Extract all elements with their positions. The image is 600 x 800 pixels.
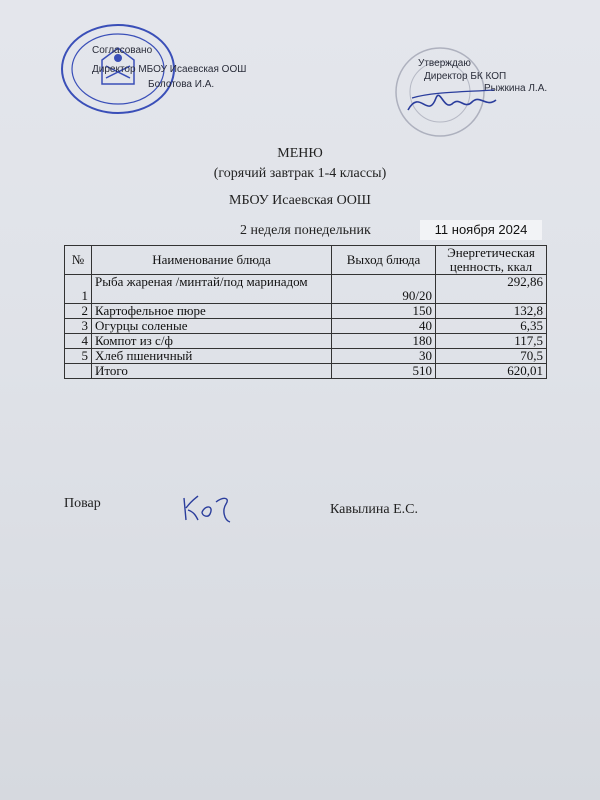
row-output: 180: [332, 334, 436, 349]
row-energy: 117,5: [436, 334, 547, 349]
table-row: [65, 334, 547, 349]
table-row: [65, 319, 547, 334]
menu-subtitle: (горячий завтрак 1-4 классы): [213, 166, 387, 181]
total-output: 510: [332, 364, 436, 379]
row-name: Картофельное пюре: [92, 304, 332, 319]
approval-left-line3: Болотова И.А.: [148, 79, 215, 90]
total-label: Итого: [92, 364, 332, 379]
row-energy: 70,5: [436, 349, 547, 364]
header-energy: [436, 246, 547, 275]
header-name: Наименование блюда: [92, 246, 332, 275]
table-total-row: [65, 364, 547, 379]
row-energy: 292,86: [436, 275, 547, 304]
row-name: Огурцы соленые: [92, 319, 332, 334]
cook-name: Кавылина Е.С.: [330, 502, 418, 517]
row-name: Хлеб пшеничный: [92, 349, 332, 364]
row-output: 40: [332, 319, 436, 334]
row-num: 4: [65, 334, 92, 349]
row-num: 5: [65, 349, 92, 364]
menu-table: [64, 245, 547, 379]
row-output: 150: [332, 304, 436, 319]
header-output: Выход блюда: [332, 246, 436, 275]
row-output: 30: [332, 349, 436, 364]
table-header-row: [65, 246, 547, 275]
approval-left-line2: Директор МБОУ Исаевская ООШ: [92, 64, 247, 75]
approval-right-line1: Утверждаю: [418, 58, 471, 69]
menu-title: МЕНЮ: [277, 146, 323, 161]
row-num: 1: [65, 275, 92, 304]
table-row: [65, 349, 547, 364]
approval-right-line3: Рыжкина Л.А.: [484, 83, 548, 94]
approval-left-line1: Согласовано: [92, 45, 153, 56]
table-row: [65, 275, 547, 304]
week-day: 2 неделя понедельник: [240, 223, 371, 238]
row-output: 90/20: [332, 275, 436, 304]
table-row: [65, 304, 547, 319]
row-num: 3: [65, 319, 92, 334]
row-energy: 132,8: [436, 304, 547, 319]
cook-role: Повар: [64, 496, 101, 511]
menu-date: 11 ноября 2024: [420, 220, 542, 240]
header-energy-line2: ценность, ккал: [449, 259, 533, 274]
row-name: Рыба жареная /минтай/под маринадом: [92, 275, 332, 304]
cook-signature: [180, 490, 240, 526]
header-energy-line1: Энергетическая: [447, 245, 535, 260]
header-num: №: [65, 246, 92, 275]
approval-right-line2: Директор БК КОП: [424, 71, 507, 82]
row-num: 2: [65, 304, 92, 319]
total-num-cell: [65, 364, 92, 379]
total-energy: 620,01: [436, 364, 547, 379]
row-energy: 6,35: [436, 319, 547, 334]
school-name: МБОУ Исаевская ООШ: [229, 193, 371, 208]
director-signature: [402, 80, 502, 125]
row-name: Компот из с/ф: [92, 334, 332, 349]
